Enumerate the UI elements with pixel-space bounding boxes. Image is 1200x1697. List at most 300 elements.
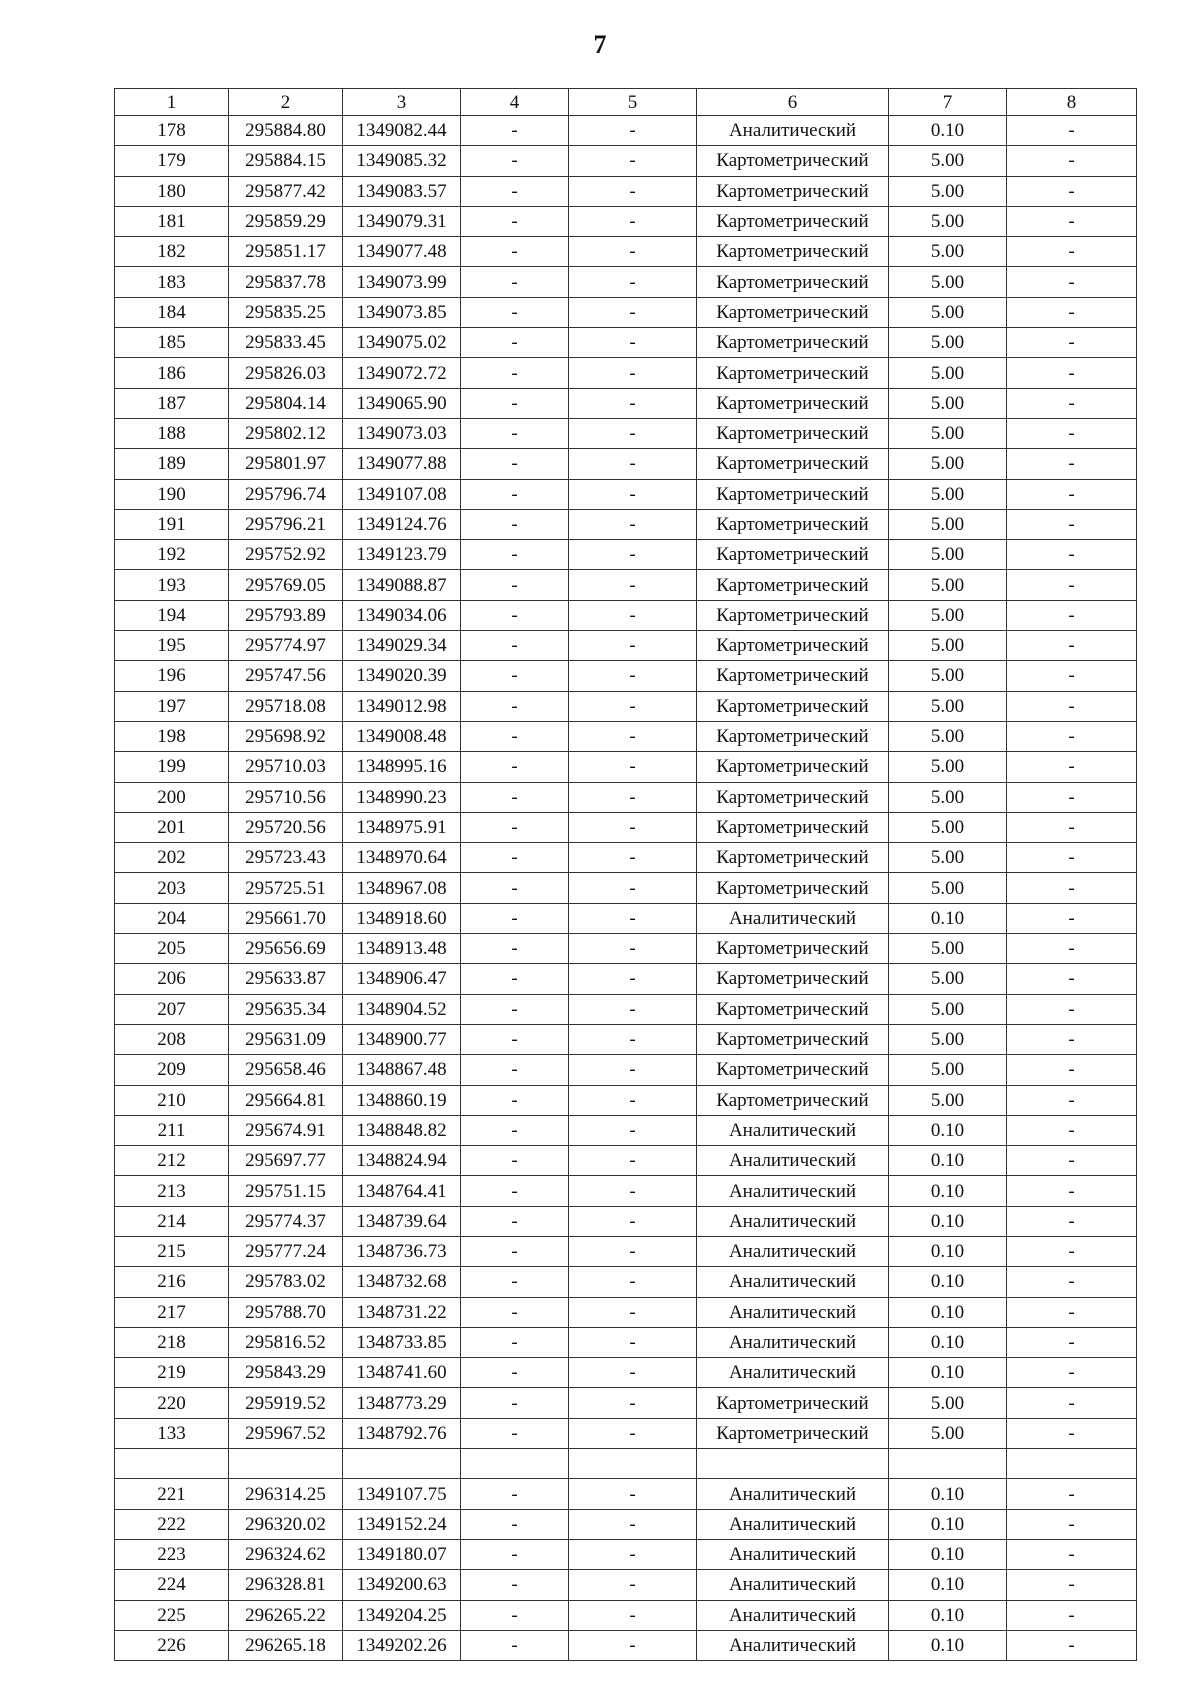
- x-coordinate-cell: 295664.81: [229, 1085, 343, 1115]
- x-coordinate-cell: 295884.80: [229, 116, 343, 146]
- x-coordinate-cell: 295967.52: [229, 1418, 343, 1448]
- y-coordinate-cell: 1349085.32: [343, 146, 461, 176]
- col4-cell: -: [461, 1358, 569, 1388]
- method-cell: Аналитический: [697, 1115, 889, 1145]
- accuracy-cell: 0.10: [889, 1267, 1007, 1297]
- col4-cell: -: [461, 752, 569, 782]
- point-number-cell: 180: [115, 176, 229, 206]
- method-cell: Картометрический: [697, 1055, 889, 1085]
- x-coordinate-cell: 295816.52: [229, 1327, 343, 1357]
- point-number-cell: 222: [115, 1509, 229, 1539]
- table-row-blank: [115, 1449, 1137, 1479]
- column-header: 7: [889, 89, 1007, 116]
- point-number-cell: 187: [115, 388, 229, 418]
- y-coordinate-cell: 1349180.07: [343, 1539, 461, 1569]
- point-number-cell: 215: [115, 1236, 229, 1266]
- point-number-cell: 201: [115, 812, 229, 842]
- method-cell: Картометрический: [697, 600, 889, 630]
- table-row: [115, 570, 1137, 600]
- col5-cell: -: [569, 1418, 697, 1448]
- col8-cell: -: [1007, 449, 1137, 479]
- col8-cell: -: [1007, 631, 1137, 661]
- col4-cell: -: [461, 691, 569, 721]
- point-number-cell: 181: [115, 206, 229, 236]
- x-coordinate-cell: 295793.89: [229, 600, 343, 630]
- col5-cell: -: [569, 1055, 697, 1085]
- y-coordinate-cell: 1349073.85: [343, 297, 461, 327]
- x-coordinate-cell: 295697.77: [229, 1146, 343, 1176]
- col4-cell: -: [461, 1418, 569, 1448]
- y-coordinate-cell: 1348967.08: [343, 873, 461, 903]
- col8-cell: -: [1007, 964, 1137, 994]
- col4-cell: -: [461, 782, 569, 812]
- table-row: [115, 206, 1137, 236]
- method-cell: Картометрический: [697, 752, 889, 782]
- y-coordinate-cell: 1349123.79: [343, 540, 461, 570]
- y-coordinate-cell: 1349200.63: [343, 1570, 461, 1600]
- x-coordinate-cell: 295833.45: [229, 328, 343, 358]
- point-number-cell: 216: [115, 1267, 229, 1297]
- col5-cell: -: [569, 812, 697, 842]
- x-coordinate-cell: 295674.91: [229, 1115, 343, 1145]
- col8-cell: -: [1007, 994, 1137, 1024]
- col5-cell: -: [569, 752, 697, 782]
- table-row: [115, 1570, 1137, 1600]
- col5-cell: -: [569, 509, 697, 539]
- col5-cell: -: [569, 1570, 697, 1600]
- point-number-cell: 194: [115, 600, 229, 630]
- col8-cell: -: [1007, 206, 1137, 236]
- accuracy-cell: 5.00: [889, 1055, 1007, 1085]
- col8-cell: -: [1007, 1297, 1137, 1327]
- col4-cell: -: [461, 418, 569, 448]
- column-header: 8: [1007, 89, 1137, 116]
- point-number-cell: 214: [115, 1206, 229, 1236]
- col8-cell: -: [1007, 1327, 1137, 1357]
- point-number-cell: 178: [115, 116, 229, 146]
- table-row: [115, 176, 1137, 206]
- y-coordinate-cell: 1349075.02: [343, 328, 461, 358]
- method-cell: Аналитический: [697, 1206, 889, 1236]
- col8-cell: -: [1007, 1600, 1137, 1630]
- col5-cell: -: [569, 418, 697, 448]
- point-number-cell: 205: [115, 934, 229, 964]
- table-row: [115, 116, 1137, 146]
- col8-cell: -: [1007, 328, 1137, 358]
- point-number-cell: 188: [115, 418, 229, 448]
- col4-cell: -: [461, 116, 569, 146]
- col5-cell: -: [569, 1267, 697, 1297]
- table-row: [115, 1388, 1137, 1418]
- table-row: [115, 843, 1137, 873]
- y-coordinate-cell: 1349034.06: [343, 600, 461, 630]
- y-coordinate-cell: 1349202.26: [343, 1630, 461, 1660]
- y-coordinate-cell: 1349083.57: [343, 176, 461, 206]
- col4-cell: -: [461, 994, 569, 1024]
- accuracy-cell: 5.00: [889, 600, 1007, 630]
- col4-cell: -: [461, 1297, 569, 1327]
- accuracy-cell: 0.10: [889, 1115, 1007, 1145]
- col8-cell: -: [1007, 1388, 1137, 1418]
- method-cell: Картометрический: [697, 964, 889, 994]
- col8-cell: -: [1007, 509, 1137, 539]
- method-cell: Картометрический: [697, 1085, 889, 1115]
- col8-cell: -: [1007, 1479, 1137, 1509]
- col5-cell: -: [569, 1146, 697, 1176]
- method-cell: Аналитический: [697, 903, 889, 933]
- x-coordinate-cell: 295851.17: [229, 237, 343, 267]
- y-coordinate-cell: 1348906.47: [343, 964, 461, 994]
- method-cell: Аналитический: [697, 1327, 889, 1357]
- accuracy-cell: 0.10: [889, 1236, 1007, 1266]
- x-coordinate-cell: 295801.97: [229, 449, 343, 479]
- col5-cell: -: [569, 1236, 697, 1266]
- x-coordinate-cell: 295877.42: [229, 176, 343, 206]
- col5-cell: -: [569, 873, 697, 903]
- accuracy-cell: 5.00: [889, 661, 1007, 691]
- point-number-cell: 219: [115, 1358, 229, 1388]
- col4-cell: -: [461, 843, 569, 873]
- table-row: [115, 934, 1137, 964]
- point-number-cell: 192: [115, 540, 229, 570]
- point-number-cell: 209: [115, 1055, 229, 1085]
- table-row: [115, 267, 1137, 297]
- col8-cell: -: [1007, 418, 1137, 448]
- table-row: [115, 1024, 1137, 1054]
- point-number-cell: 226: [115, 1630, 229, 1660]
- y-coordinate-cell: 1348918.60: [343, 903, 461, 933]
- method-cell: Аналитический: [697, 1236, 889, 1266]
- y-coordinate-cell: 1348970.64: [343, 843, 461, 873]
- x-coordinate-cell: 295796.74: [229, 479, 343, 509]
- accuracy-cell: 5.00: [889, 388, 1007, 418]
- col4-cell: -: [461, 1146, 569, 1176]
- accuracy-cell: 5.00: [889, 358, 1007, 388]
- method-cell: Аналитический: [697, 1570, 889, 1600]
- x-coordinate-cell: 295718.08: [229, 691, 343, 721]
- accuracy-cell: 5.00: [889, 994, 1007, 1024]
- col5-cell: -: [569, 116, 697, 146]
- col4-cell: -: [461, 237, 569, 267]
- table-row: [115, 358, 1137, 388]
- table-row: [115, 1236, 1137, 1266]
- x-coordinate-cell: 295843.29: [229, 1358, 343, 1388]
- col8-cell: -: [1007, 1085, 1137, 1115]
- column-header: 1: [115, 89, 229, 116]
- col4-cell: -: [461, 1600, 569, 1630]
- table-row: [115, 1630, 1137, 1660]
- table-row: [115, 1206, 1137, 1236]
- col4-cell: -: [461, 176, 569, 206]
- x-coordinate-cell: 295802.12: [229, 418, 343, 448]
- accuracy-cell: 5.00: [889, 782, 1007, 812]
- col5-cell: -: [569, 691, 697, 721]
- col8-cell: -: [1007, 540, 1137, 570]
- col4-cell: -: [461, 812, 569, 842]
- column-header: 2: [229, 89, 343, 116]
- x-coordinate-cell: 295788.70: [229, 1297, 343, 1327]
- x-coordinate-cell: 295710.56: [229, 782, 343, 812]
- col4-cell: -: [461, 1115, 569, 1145]
- table-row: [115, 903, 1137, 933]
- x-coordinate-cell: 295725.51: [229, 873, 343, 903]
- table-row: [115, 479, 1137, 509]
- point-number-cell: [115, 1449, 229, 1479]
- accuracy-cell: 0.10: [889, 1600, 1007, 1630]
- point-number-cell: 204: [115, 903, 229, 933]
- x-coordinate-cell: 295710.03: [229, 752, 343, 782]
- point-number-cell: 182: [115, 237, 229, 267]
- x-coordinate-cell: 295698.92: [229, 721, 343, 751]
- point-number-cell: 197: [115, 691, 229, 721]
- col5-cell: -: [569, 1085, 697, 1115]
- table-row: [115, 1146, 1137, 1176]
- col5-cell: -: [569, 1479, 697, 1509]
- x-coordinate-cell: 295769.05: [229, 570, 343, 600]
- y-coordinate-cell: 1349073.03: [343, 418, 461, 448]
- col8-cell: [1007, 1449, 1137, 1479]
- y-coordinate-cell: 1348773.29: [343, 1388, 461, 1418]
- table-row: [115, 1297, 1137, 1327]
- column-header: 5: [569, 89, 697, 116]
- y-coordinate-cell: 1348792.76: [343, 1418, 461, 1448]
- column-header: 6: [697, 89, 889, 116]
- point-number-cell: 203: [115, 873, 229, 903]
- accuracy-cell: 5.00: [889, 812, 1007, 842]
- accuracy-cell: 5.00: [889, 934, 1007, 964]
- accuracy-cell: 0.10: [889, 1539, 1007, 1569]
- y-coordinate-cell: 1349029.34: [343, 631, 461, 661]
- col5-cell: -: [569, 570, 697, 600]
- col5-cell: -: [569, 631, 697, 661]
- col5-cell: -: [569, 1176, 697, 1206]
- x-coordinate-cell: 295837.78: [229, 267, 343, 297]
- accuracy-cell: 5.00: [889, 1024, 1007, 1054]
- method-cell: Картометрический: [697, 1024, 889, 1054]
- col5-cell: -: [569, 206, 697, 236]
- method-cell: Картометрический: [697, 1418, 889, 1448]
- method-cell: Аналитический: [697, 1479, 889, 1509]
- col5-cell: -: [569, 903, 697, 933]
- point-number-cell: 196: [115, 661, 229, 691]
- y-coordinate-cell: 1348741.60: [343, 1358, 461, 1388]
- x-coordinate-cell: 295661.70: [229, 903, 343, 933]
- col4-cell: -: [461, 479, 569, 509]
- y-coordinate-cell: 1348731.22: [343, 1297, 461, 1327]
- x-coordinate-cell: 295796.21: [229, 509, 343, 539]
- table-row: [115, 1267, 1137, 1297]
- col8-cell: -: [1007, 661, 1137, 691]
- point-number-cell: 184: [115, 297, 229, 327]
- method-cell: Аналитический: [697, 1600, 889, 1630]
- col8-cell: -: [1007, 1176, 1137, 1206]
- accuracy-cell: 5.00: [889, 1388, 1007, 1418]
- accuracy-cell: 5.00: [889, 873, 1007, 903]
- col8-cell: -: [1007, 297, 1137, 327]
- y-coordinate-cell: 1348990.23: [343, 782, 461, 812]
- col8-cell: -: [1007, 479, 1137, 509]
- method-cell: Картометрический: [697, 146, 889, 176]
- col8-cell: -: [1007, 1570, 1137, 1600]
- accuracy-cell: 0.10: [889, 1479, 1007, 1509]
- table-row: [115, 1176, 1137, 1206]
- col4-cell: -: [461, 1327, 569, 1357]
- col5-cell: -: [569, 782, 697, 812]
- method-cell: Аналитический: [697, 1297, 889, 1327]
- x-coordinate-cell: 295656.69: [229, 934, 343, 964]
- col4-cell: -: [461, 1267, 569, 1297]
- point-number-cell: 191: [115, 509, 229, 539]
- col5-cell: -: [569, 1600, 697, 1630]
- col4-cell: -: [461, 1388, 569, 1418]
- point-number-cell: 211: [115, 1115, 229, 1145]
- x-coordinate-cell: 296320.02: [229, 1509, 343, 1539]
- accuracy-cell: 5.00: [889, 479, 1007, 509]
- col8-cell: -: [1007, 1509, 1137, 1539]
- accuracy-cell: 5.00: [889, 631, 1007, 661]
- accuracy-cell: 0.10: [889, 903, 1007, 933]
- col4-cell: -: [461, 146, 569, 176]
- x-coordinate-cell: 295723.43: [229, 843, 343, 873]
- method-cell: Картометрический: [697, 782, 889, 812]
- method-cell: Картометрический: [697, 509, 889, 539]
- col4-cell: -: [461, 934, 569, 964]
- table-row: [115, 964, 1137, 994]
- col5-cell: -: [569, 994, 697, 1024]
- table-row: [115, 540, 1137, 570]
- point-number-cell: 213: [115, 1176, 229, 1206]
- col4-cell: -: [461, 873, 569, 903]
- col5-cell: [569, 1449, 697, 1479]
- table-row: [115, 1327, 1137, 1357]
- col8-cell: -: [1007, 903, 1137, 933]
- col4-cell: -: [461, 631, 569, 661]
- accuracy-cell: 5.00: [889, 267, 1007, 297]
- col4-cell: -: [461, 540, 569, 570]
- col4-cell: -: [461, 1206, 569, 1236]
- point-number-cell: 206: [115, 964, 229, 994]
- col4-cell: -: [461, 1539, 569, 1569]
- y-coordinate-cell: 1348733.85: [343, 1327, 461, 1357]
- method-cell: Картометрический: [697, 267, 889, 297]
- point-number-cell: 202: [115, 843, 229, 873]
- col5-cell: -: [569, 297, 697, 327]
- col5-cell: -: [569, 479, 697, 509]
- col4-cell: -: [461, 297, 569, 327]
- method-cell: Картометрический: [697, 661, 889, 691]
- x-coordinate-cell: 295752.92: [229, 540, 343, 570]
- method-cell: Картометрический: [697, 934, 889, 964]
- point-number-cell: 217: [115, 1297, 229, 1327]
- point-number-cell: 208: [115, 1024, 229, 1054]
- table-row: [115, 388, 1137, 418]
- point-number-cell: 198: [115, 721, 229, 751]
- col4-cell: -: [461, 1055, 569, 1085]
- col8-cell: -: [1007, 176, 1137, 206]
- table-row: [115, 873, 1137, 903]
- y-coordinate-cell: 1349079.31: [343, 206, 461, 236]
- y-coordinate-cell: [343, 1449, 461, 1479]
- col8-cell: -: [1007, 237, 1137, 267]
- col5-cell: -: [569, 358, 697, 388]
- method-cell: Картометрический: [697, 691, 889, 721]
- method-cell: Аналитический: [697, 116, 889, 146]
- point-number-cell: 212: [115, 1146, 229, 1176]
- col5-cell: -: [569, 1388, 697, 1418]
- table-row: [115, 1418, 1137, 1448]
- accuracy-cell: 5.00: [889, 237, 1007, 267]
- method-cell: Картометрический: [697, 237, 889, 267]
- col8-cell: -: [1007, 782, 1137, 812]
- method-cell: Картометрический: [697, 206, 889, 236]
- table-row: [115, 631, 1137, 661]
- table-row: [115, 146, 1137, 176]
- col5-cell: -: [569, 964, 697, 994]
- y-coordinate-cell: 1348848.82: [343, 1115, 461, 1145]
- accuracy-cell: 5.00: [889, 176, 1007, 206]
- accuracy-cell: 0.10: [889, 1358, 1007, 1388]
- col4-cell: -: [461, 1085, 569, 1115]
- col5-cell: -: [569, 388, 697, 418]
- col4-cell: -: [461, 661, 569, 691]
- col5-cell: -: [569, 1630, 697, 1660]
- point-number-cell: 186: [115, 358, 229, 388]
- col8-cell: -: [1007, 1146, 1137, 1176]
- method-cell: Картометрический: [697, 479, 889, 509]
- accuracy-cell: 0.10: [889, 1176, 1007, 1206]
- col4-cell: -: [461, 449, 569, 479]
- table-row: [115, 1115, 1137, 1145]
- col5-cell: -: [569, 1024, 697, 1054]
- table-row: [115, 1055, 1137, 1085]
- x-coordinate-cell: [229, 1449, 343, 1479]
- y-coordinate-cell: 1349072.72: [343, 358, 461, 388]
- method-cell: Картометрический: [697, 540, 889, 570]
- col8-cell: -: [1007, 934, 1137, 964]
- col8-cell: -: [1007, 843, 1137, 873]
- col5-cell: -: [569, 1327, 697, 1357]
- col8-cell: -: [1007, 600, 1137, 630]
- col5-cell: -: [569, 267, 697, 297]
- y-coordinate-cell: 1348913.48: [343, 934, 461, 964]
- y-coordinate-cell: 1349107.75: [343, 1479, 461, 1509]
- x-coordinate-cell: 295826.03: [229, 358, 343, 388]
- accuracy-cell: 5.00: [889, 509, 1007, 539]
- col5-cell: -: [569, 1115, 697, 1145]
- col4-cell: -: [461, 903, 569, 933]
- point-number-cell: 189: [115, 449, 229, 479]
- point-number-cell: 221: [115, 1479, 229, 1509]
- method-cell: Картометрический: [697, 418, 889, 448]
- col4-cell: [461, 1449, 569, 1479]
- accuracy-cell: 5.00: [889, 1085, 1007, 1115]
- col4-cell: -: [461, 964, 569, 994]
- col8-cell: -: [1007, 1115, 1137, 1145]
- header-row: [115, 89, 1137, 116]
- accuracy-cell: 5.00: [889, 843, 1007, 873]
- col8-cell: -: [1007, 388, 1137, 418]
- col8-cell: -: [1007, 1206, 1137, 1236]
- col4-cell: -: [461, 1024, 569, 1054]
- method-cell: Картометрический: [697, 721, 889, 751]
- method-cell: [697, 1449, 889, 1479]
- col5-cell: -: [569, 843, 697, 873]
- col5-cell: -: [569, 540, 697, 570]
- table-row: [115, 328, 1137, 358]
- table-row: [115, 600, 1137, 630]
- point-number-cell: 193: [115, 570, 229, 600]
- table-row: [115, 509, 1137, 539]
